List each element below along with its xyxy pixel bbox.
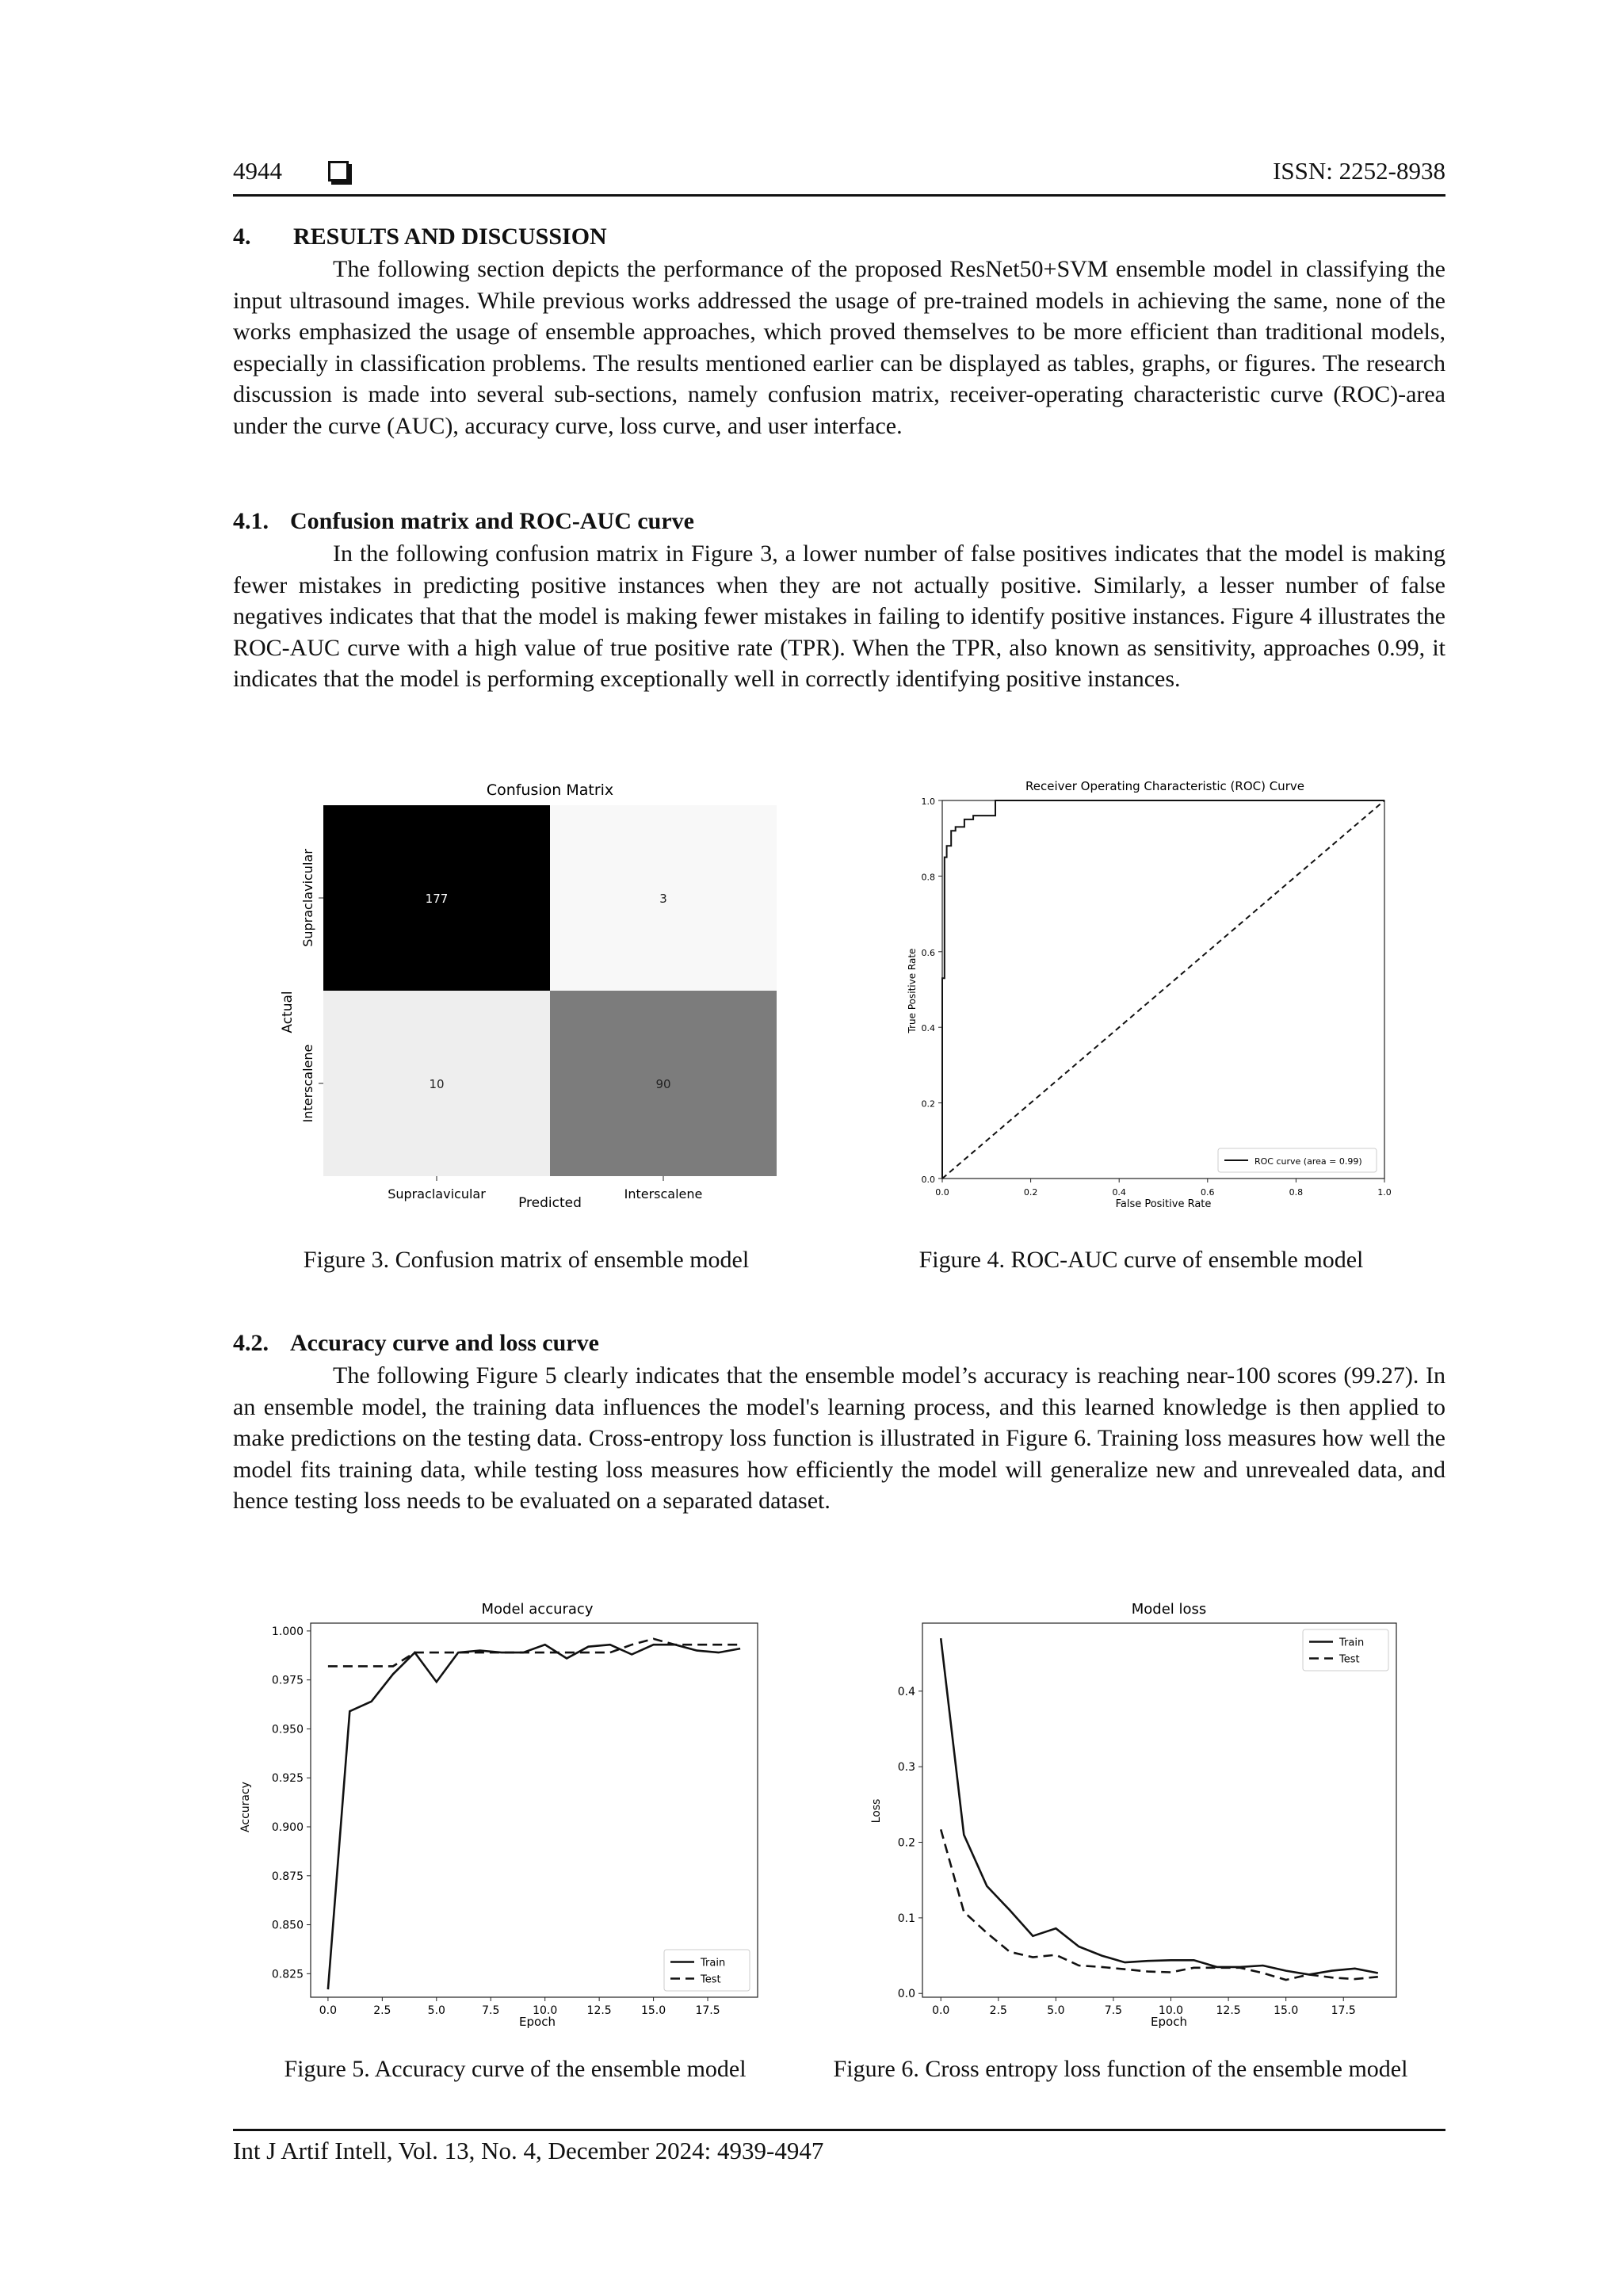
y-tick-label: 0.825 [271, 1968, 304, 1981]
legend-label: Test [701, 1973, 721, 1986]
y-tick-label: 0.975 [271, 1674, 304, 1687]
x-tick-label: 12.5 [1216, 2004, 1241, 2017]
x-tick-label: 10.0 [1158, 2004, 1184, 2017]
figure-4-caption: Figure 4. ROC-AUC curve of ensemble model [918, 1247, 1364, 1273]
chart-title: Model loss [1131, 1601, 1207, 1618]
x-tick-label: 2.5 [989, 2004, 1007, 2017]
x-tick-label: 0.2 [1023, 1187, 1038, 1198]
x-tick-label: 1.0 [1377, 1187, 1392, 1198]
x-tick-label: 10.0 [533, 2004, 558, 2017]
figure-6 [864, 1593, 1434, 2037]
page-number: 4944 [233, 157, 282, 185]
y-axis-label: Accuracy [239, 1782, 252, 1832]
cell-value: 3 [659, 892, 667, 906]
subsection-heading [233, 508, 694, 535]
x-tick-label: 15.0 [1274, 2004, 1299, 2017]
figure-5 [233, 1593, 804, 2037]
figure-3-caption: Figure 3. Confusion matrix of ensemble model [303, 1247, 750, 1273]
loss-chart [864, 1593, 1434, 2037]
subsection-heading [233, 1330, 599, 1357]
x-tick-label: Supraclavicular [388, 1186, 486, 1201]
subsection-paragraph: In the following confusion matrix in Figure 3, a lower number of false positives indicates that the model is making fewer mistakes in predicting positive instances when they are not actually positive. Similarly, a lesser number of false negatives indicates that that the model is making fewer mistakes in failing to identify positive instances. Figure 4 illustrates the ROC-AUC curve with a high value of true positive rate (TPR). When the TPR, also known as sensitivity, approaches 0.99, it indicates that the model is performing exceptionally well in correctly identifying positive instances. [233, 541, 1445, 692]
section-heading [233, 223, 607, 250]
footer-citation: Int J Artif Intell, Vol. 13, No. 4, December 2024: 4939-4947 [233, 2137, 824, 2164]
legend-label: Test [1339, 1653, 1360, 1666]
y-tick-label: 0.0 [897, 1988, 915, 2001]
x-tick-label: 0.8 [1289, 1187, 1304, 1198]
subsection-title: Confusion matrix and ROC-AUC curve [290, 508, 694, 534]
x-tick-label: 5.0 [1047, 2004, 1065, 2017]
x-tick-label: 7.5 [482, 2004, 500, 2017]
y-tick-label: 1.0 [921, 797, 935, 807]
figure-4 [888, 773, 1395, 1217]
series-line [941, 1638, 1378, 1974]
heatmap-cells [323, 805, 777, 1176]
y-tick-label: 0.4 [921, 1023, 935, 1034]
x-axis-label: Epoch [519, 2015, 556, 2029]
plot-frame [922, 1623, 1396, 1997]
subsection-number: 4.2. [233, 1330, 269, 1356]
series-line [941, 1829, 1378, 1980]
y-tick-label: 0.0 [921, 1175, 935, 1185]
header-rule [233, 194, 1445, 197]
y-tick-label: 0.950 [271, 1723, 304, 1736]
y-tick-label: 0.1 [897, 1912, 915, 1925]
section-title: RESULTS AND DISCUSSION [293, 223, 607, 250]
subsection-number: 4.1. [233, 508, 269, 534]
y-tick-label: 0.925 [271, 1772, 304, 1786]
figure-3 [262, 773, 800, 1217]
x-tick-label: 0.0 [319, 2004, 338, 2017]
section-number: 4. [233, 223, 251, 250]
x-tick-label: Interscalene [624, 1186, 703, 1201]
y-tick-label: Supraclavicular [300, 849, 315, 947]
figure-6-caption: Figure 6. Cross entropy loss function of the ensemble model [833, 2056, 1408, 2082]
y-tick-label: 0.850 [271, 1919, 304, 1932]
y-tick-label: 0.900 [271, 1821, 304, 1835]
cell-value: 177 [425, 892, 449, 906]
y-tick-label: 0.4 [897, 1685, 915, 1698]
roc-chart [888, 773, 1395, 1217]
series-line [328, 1639, 740, 1667]
plot-frame [311, 1623, 758, 1997]
subsection-paragraph: The following Figure 5 clearly indicates that the ensemble model’s accuracy is reaching near-100 scores (99.27). In an ensemble model, the training data influences the model's learning process, and this learned knowledge is then applied to make predictions on the testing data. Cross-entropy loss function is illustrated in Figure 6. Training loss measures how well the model fits training data, while testing loss measures how efficiently the model will generalize new and unrevealed data, and hence testing loss needs to be evaluated on a separated dataset. [233, 1362, 1445, 1514]
y-tick-label: 0.3 [897, 1761, 915, 1775]
chart-title: Confusion Matrix [486, 781, 614, 799]
x-tick-label: 17.5 [1331, 2004, 1356, 2017]
section-paragraph: The following section depicts the performance of the proposed ResNet50+SVM ensemble model in classifying the input ultrasound images. While previous works addressed the usage of pre-trained models in achieving the same, none of the works emphasized the usage of ensemble approaches, which proved themselves to be more efficient than traditional models, especially in classification problems. The results mentioned earlier can be displayed as tables, graphs, or figures. The research discussion is made into several sub-sections, namely confusion matrix, receiver-operating characteristic curve (ROC)-area under the curve (AUC), accuracy curve, loss curve, and user interface. [233, 256, 1445, 439]
cell-value: 10 [429, 1077, 445, 1091]
y-tick-label: 1.000 [271, 1625, 304, 1638]
y-tick-label: 0.6 [921, 947, 935, 958]
chart-title: Model accuracy [481, 1601, 594, 1618]
accuracy-chart [233, 1593, 804, 2037]
confusion-matrix-chart [262, 773, 800, 1217]
square-bullet-icon [328, 161, 349, 181]
y-tick-label: 0.2 [921, 1098, 935, 1110]
legend-label: Train [701, 1957, 726, 1969]
x-tick-label: 0.6 [1201, 1187, 1215, 1198]
y-tick-label: 0.2 [897, 1836, 915, 1850]
legend-label: Train [1339, 1637, 1365, 1649]
series-line [328, 1645, 740, 1989]
y-axis-label: Loss [870, 1798, 883, 1824]
x-tick-label: 7.5 [1104, 2004, 1123, 2017]
legend-label: ROC curve (area = 0.99) [1254, 1156, 1362, 1167]
x-tick-label: 5.0 [427, 2004, 445, 2017]
x-axis-label: False Positive Rate [1115, 1198, 1212, 1210]
y-axis-label: Actual [280, 991, 296, 1033]
x-tick-label: 12.5 [586, 2004, 612, 2017]
y-tick-label: 0.875 [271, 1870, 304, 1883]
series-line [942, 800, 1384, 1179]
x-tick-label: 0.0 [935, 1187, 949, 1198]
y-axis-label: True Positive Rate [907, 948, 918, 1033]
figure-5-caption: Figure 5. Accuracy curve of the ensemble model [284, 2056, 747, 2082]
x-tick-label: 15.0 [640, 2004, 666, 2017]
footer-rule [233, 2129, 1445, 2131]
y-tick-label: 0.8 [921, 872, 935, 883]
y-tick-label: Interscalene [300, 1044, 315, 1123]
chart-title: Receiver Operating Characteristic (ROC) Curve [1025, 779, 1304, 793]
x-tick-label: 2.5 [373, 2004, 391, 2017]
x-axis-label: Epoch [1151, 2015, 1187, 2029]
subsection-title: Accuracy curve and loss curve [290, 1330, 599, 1356]
cell-value: 90 [655, 1077, 671, 1091]
x-tick-label: 0.4 [1112, 1187, 1126, 1198]
x-axis-label: Predicted [518, 1195, 582, 1211]
issn: ISSN: 2252-8938 [1273, 157, 1445, 185]
x-tick-label: 17.5 [695, 2004, 720, 2017]
x-tick-label: 0.0 [932, 2004, 950, 2017]
